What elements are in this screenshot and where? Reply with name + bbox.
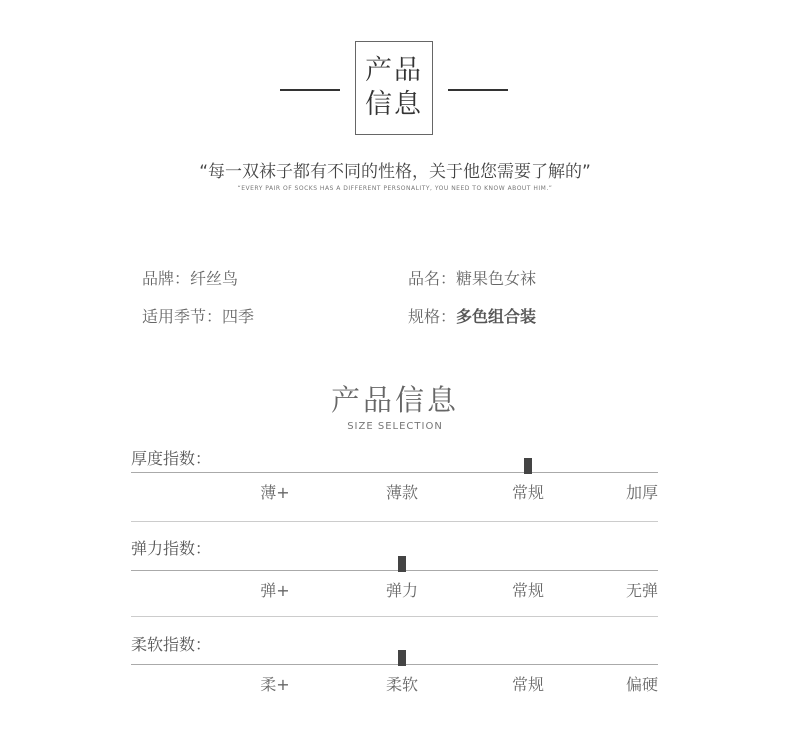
scale-divider [131, 616, 658, 617]
header-left-rule [280, 89, 340, 91]
header-title-line2: 信息 [365, 89, 423, 120]
spec-season-value: 四季 [222, 307, 255, 326]
section-subtitle: SIZE SELECTION [347, 421, 443, 432]
scale-marker [398, 556, 406, 572]
spec-brand [142, 266, 238, 289]
scale-option: 柔软 [385, 675, 419, 694]
spec-size [408, 304, 536, 327]
section-title: 产品信息 [330, 383, 459, 417]
scale-option: 柔+ [260, 675, 290, 694]
scale-label: 弹力指数： [131, 539, 212, 558]
scale-label: 厚度指数： [131, 449, 212, 468]
scale-marker [524, 458, 532, 474]
scale-divider [131, 521, 658, 522]
slogan-english: “EVERY PAIR OF SOCKS HAS A DIFFERENT PERSONALITY, YOU NEED TO KNOW ABOUT HIM.” [237, 185, 553, 192]
scale-option: 无弹 [625, 581, 659, 600]
slogan: “每一双袜子都有不同的性格，关于他您需要了解的” [199, 162, 591, 182]
scale-track [131, 472, 658, 473]
scale-option: 加厚 [625, 483, 659, 502]
scale-track [131, 664, 658, 665]
spec-size-value: 多色组合装 [456, 307, 537, 326]
spec-name-value: 糖果色女袜 [456, 269, 537, 288]
header-title-line1: 产品 [365, 55, 423, 86]
scale-option: 薄款 [385, 483, 419, 502]
scale-option: 常规 [511, 675, 545, 694]
spec-size-label: 规格： [408, 307, 457, 326]
spec-product-name [408, 266, 536, 289]
scale-option: 薄+ [260, 483, 290, 502]
header-title-box [355, 41, 433, 135]
spec-season-label: 适用季节： [142, 307, 223, 326]
scale-marker [398, 650, 406, 666]
scale-option: 常规 [511, 483, 545, 502]
scale-option: 常规 [511, 581, 545, 600]
scale-option: 偏硬 [625, 675, 659, 694]
spec-brand-value: 纤丝鸟 [190, 269, 239, 288]
scale-option: 弹+ [260, 581, 290, 600]
scale-track [131, 570, 658, 571]
scale-option: 弹力 [385, 581, 419, 600]
spec-season [142, 304, 254, 327]
header-right-rule [448, 89, 508, 91]
spec-brand-label: 品牌： [142, 269, 191, 288]
scale-label: 柔软指数： [131, 635, 212, 654]
spec-name-label: 品名： [408, 269, 457, 288]
